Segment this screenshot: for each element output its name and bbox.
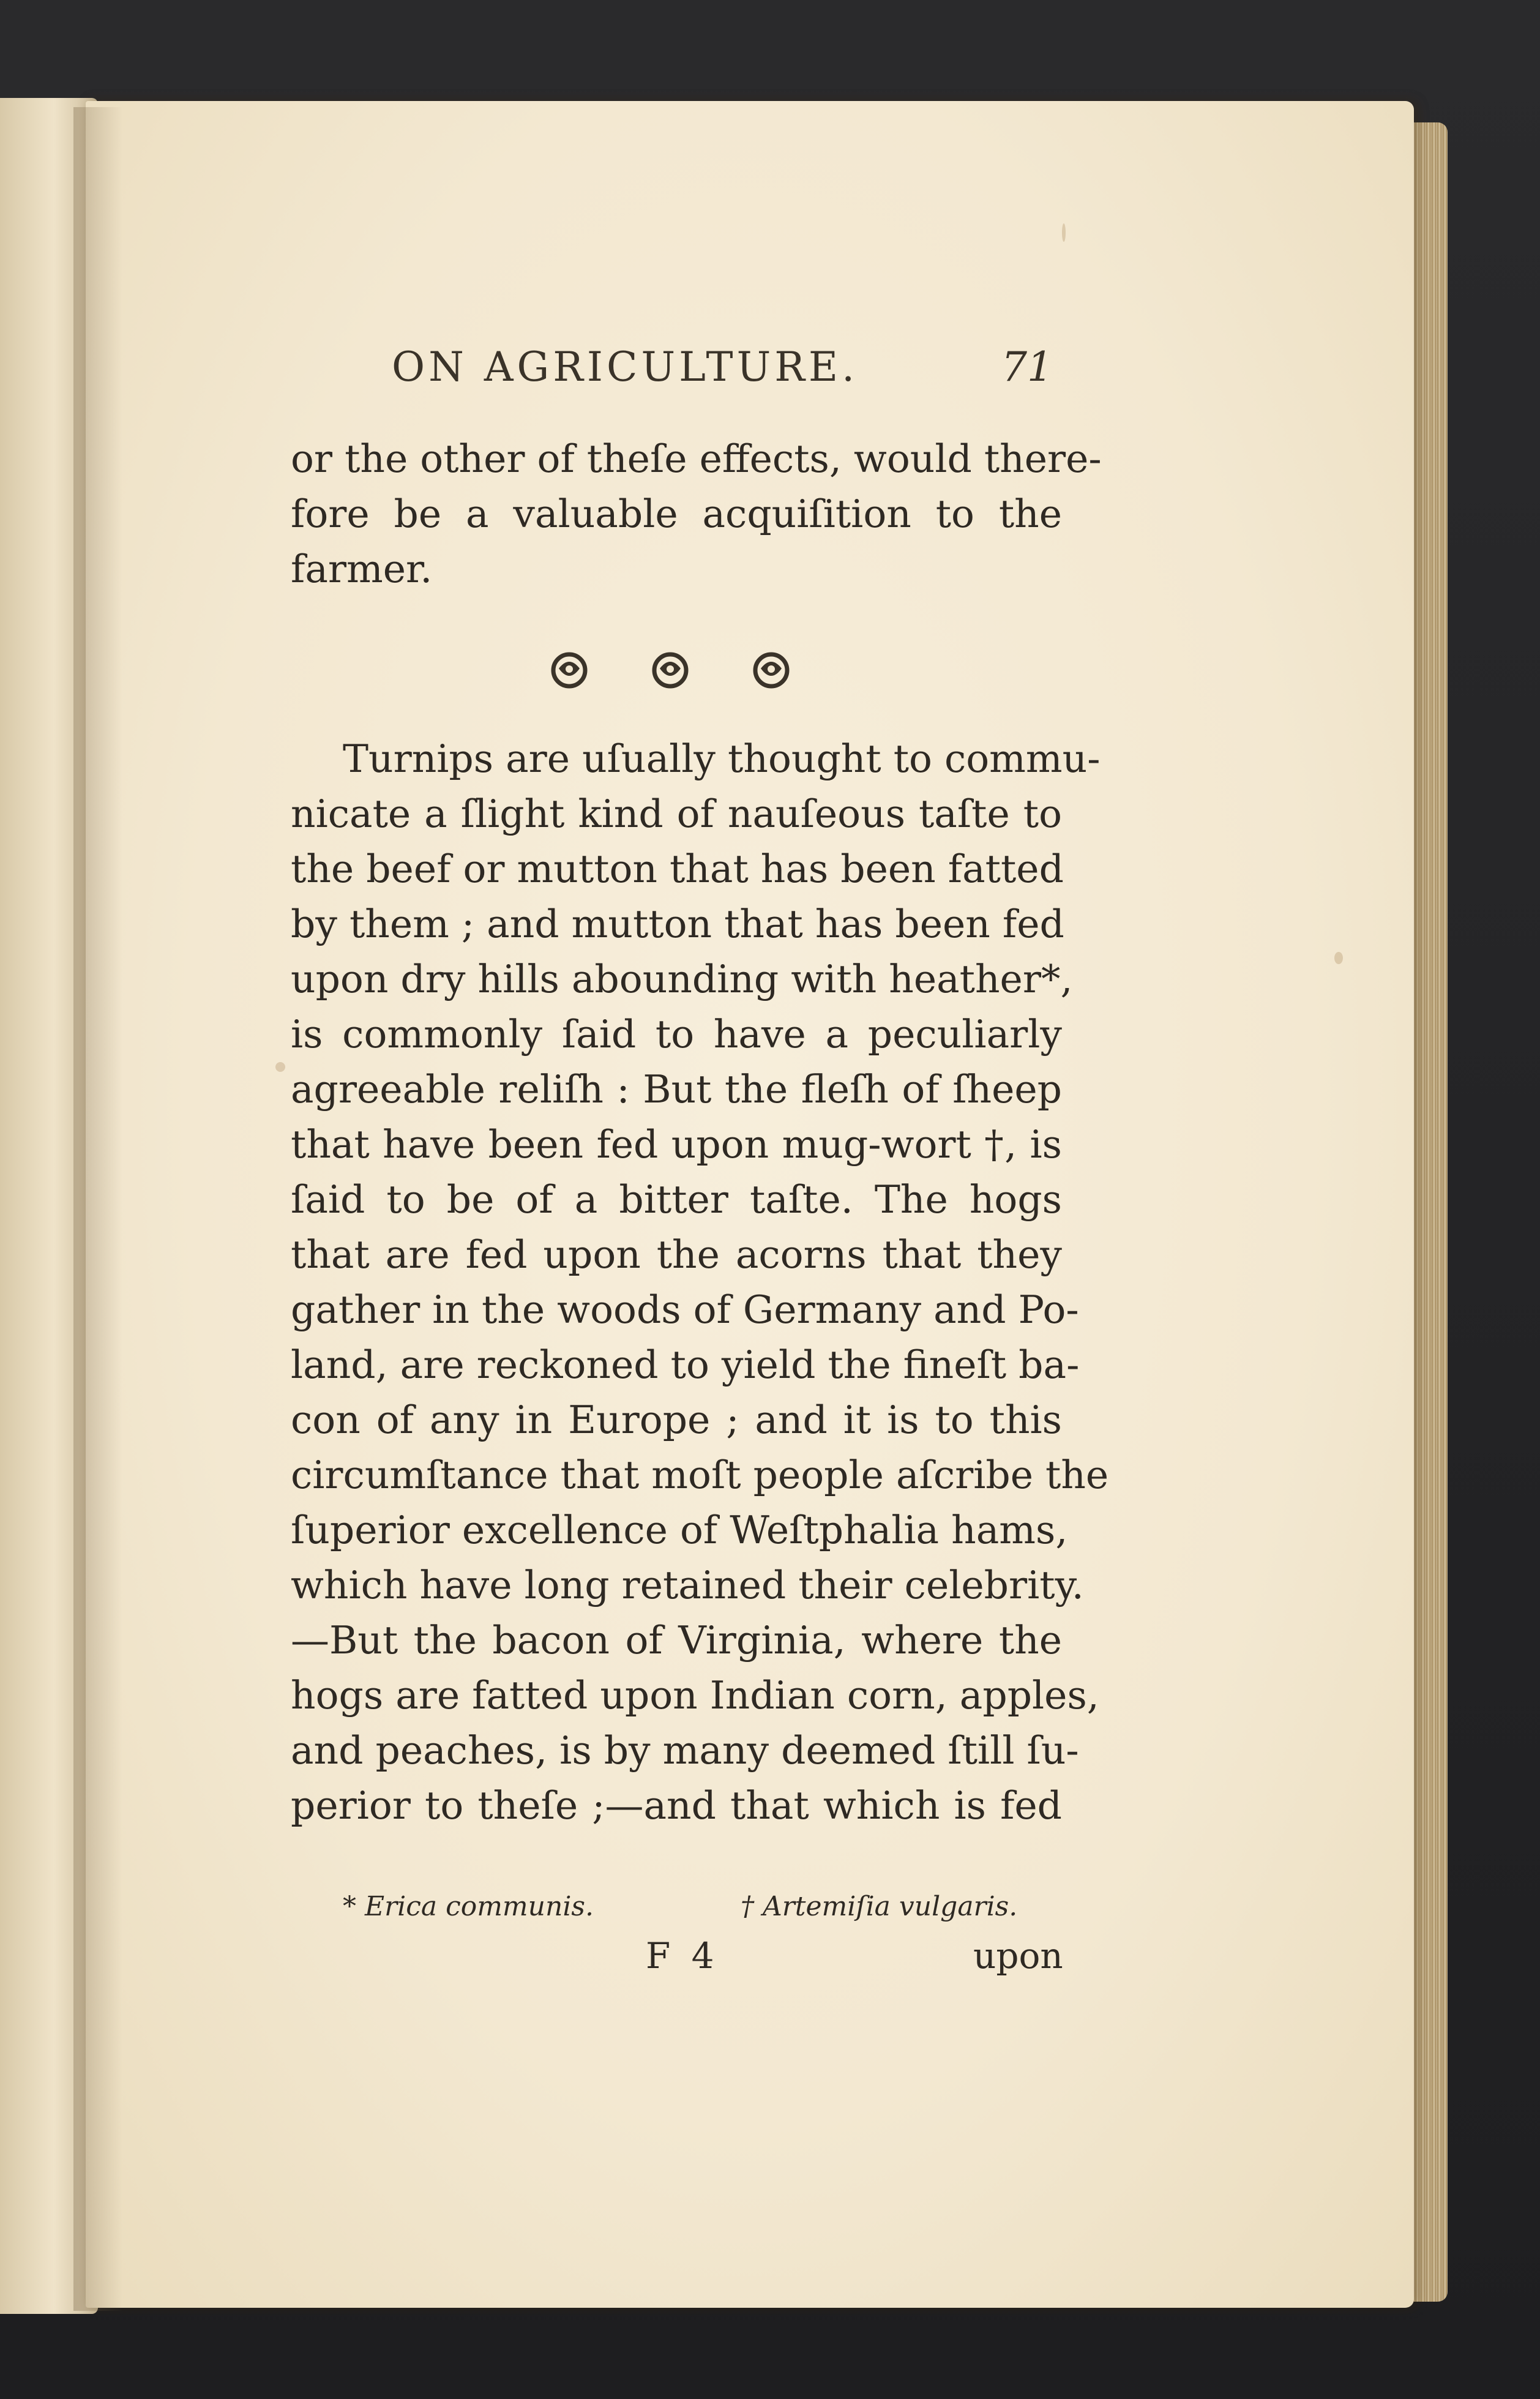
text-line: gather in the woods of Germany and Po- [291, 1287, 1079, 1332]
fleuron-icon [750, 649, 793, 692]
text-line: is commonly ſaid to have a peculiarly [291, 1012, 1062, 1057]
gutter-shadow [73, 107, 122, 2311]
text-line: fore be a valuable acquiſition to the [291, 492, 1062, 536]
text-line: agreeable reliſh : But the fleſh of ſheep [291, 1067, 1062, 1112]
foxing-spot [1334, 952, 1343, 964]
running-head [392, 340, 1053, 395]
text-line: circumſtance that moſt people aſcribe the [291, 1453, 1109, 1497]
footnote-erica: * Erica communis. [343, 1891, 594, 1922]
fleuron-icon [548, 649, 591, 692]
page-number: 71 [1001, 343, 1053, 391]
text-line: con of any in Europe ; and it is to this [291, 1398, 1062, 1442]
text-line: or the other of theſe effects, would there- [291, 436, 1102, 481]
section-ornament [548, 637, 793, 704]
text-line: land, are reckoned to yield the fineſt ba- [291, 1342, 1080, 1387]
text-line: Turnips are uſually thought to commu- [343, 736, 1101, 781]
text-line: and peaches, is by many deemed ſtill ſu- [291, 1728, 1079, 1773]
text-line: upon dry hills abounding with heather*, [291, 957, 1073, 1001]
fleuron-icon [649, 649, 692, 692]
text-line: perior to theſe ;—and that which is fed [291, 1783, 1062, 1828]
running-head-title: ON AGRICULTURE. [392, 343, 859, 391]
text-line: which have long retained their celebrity. [291, 1563, 1084, 1607]
catchword: upon [973, 1935, 1063, 1977]
text-line: hogs are fatted upon Indian corn, apples, [291, 1673, 1099, 1718]
text-line: by them ; and mutton that has been fed [291, 902, 1064, 946]
text-line: ſuperior excellence of Weſtphalia hams, [291, 1508, 1068, 1552]
signature-mark: F 4 [646, 1935, 719, 1977]
paragraph-continued [291, 432, 1102, 597]
text-line: farmer. [291, 547, 433, 591]
text-line: —But the bacon of Virginia, where the [291, 1618, 1062, 1663]
text-line: that have been fed upon mug-wort †, is [291, 1122, 1062, 1167]
foxing-spot [275, 1062, 285, 1072]
paragraph-turnips [291, 732, 1109, 1833]
foxing-spot [1062, 223, 1066, 242]
text-line: that are fed upon the acorns that they [291, 1232, 1062, 1277]
footnote-artemisia: † Artemiſia vulgaris. [741, 1891, 1018, 1922]
text-line: ſaid to be of a bitter taſte. The hogs [291, 1177, 1062, 1222]
footnotes [343, 1879, 1047, 1934]
text-line: nicate a ſlight kind of nauſeous taſte to [291, 792, 1062, 836]
text-line: the beef or mutton that has been fatted [291, 847, 1064, 891]
